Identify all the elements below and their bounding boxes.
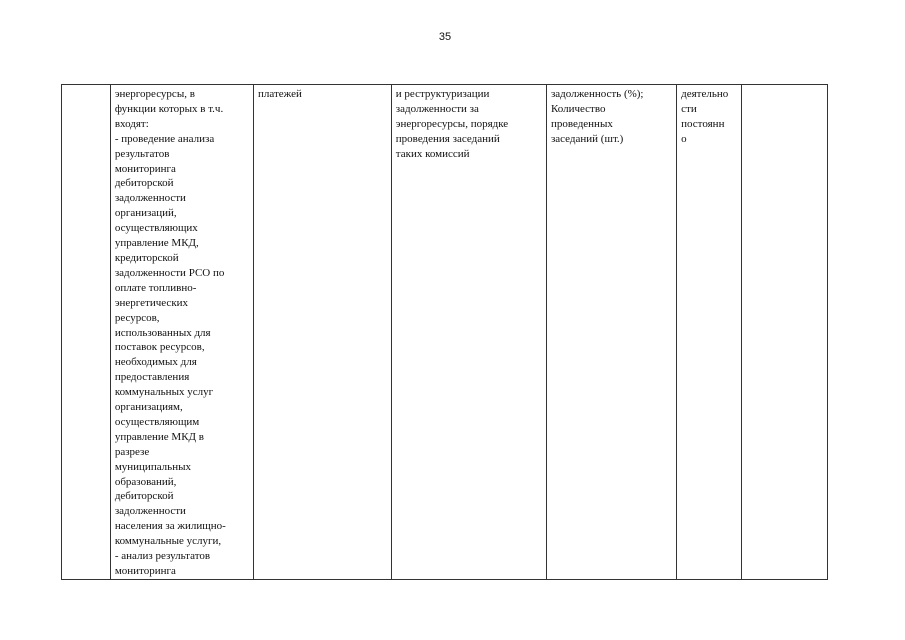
cell-text-line: мониторинга [114, 162, 176, 175]
cell-text-line: ресурсов, [114, 311, 160, 324]
cell-text-line: и реструктуризации [395, 88, 490, 100]
cell-text-line: дебиторской [114, 490, 174, 503]
content-table [61, 84, 828, 580]
cell-text-line: энергетических [114, 296, 189, 309]
table-cell-activity [110, 85, 253, 580]
table-cell-number [62, 85, 111, 580]
cell-text-line: проведенных [550, 117, 613, 130]
cell-text-line: образований, [114, 475, 177, 488]
cell-text-line: разрезе [114, 445, 150, 458]
cell-text-line: осуществляющим [114, 415, 200, 428]
cell-text-line: заседаний (шт.) [550, 132, 624, 145]
cell-text-line: кредиторской [114, 251, 179, 264]
cell-text-line: платежей [258, 88, 302, 100]
cell-text-line: таких комиссий [395, 147, 470, 160]
cell-text-line: энергоресурсы, порядке [395, 117, 509, 130]
cell-text-line: задолженности РСО по [114, 266, 225, 279]
cell-text-line: управление МКД в [114, 430, 204, 443]
table-cell-responsible [742, 85, 828, 580]
cell-text-line: - проведение анализа [114, 132, 215, 145]
cell-text-line: дебиторской [114, 177, 174, 190]
cell-text-line: о [681, 132, 687, 145]
cell-text-line: коммунальные услуги, [114, 535, 222, 548]
cell-text-line: - анализ результатов [114, 550, 211, 563]
table-cell-basis [254, 85, 392, 580]
cell-text-line: Количество [550, 102, 606, 115]
cell-text-line: осуществляющих [114, 222, 198, 235]
cell-text-line: муниципальных [114, 460, 191, 473]
table-row [62, 85, 828, 580]
page-number: 35 [438, 31, 452, 43]
cell-text-line: деятельно [681, 88, 729, 100]
cell-text-line: задолженности за [395, 102, 479, 115]
cell-text-line: организаций, [114, 207, 177, 220]
table-cell-indicator [546, 85, 676, 580]
table-cell-period [677, 85, 742, 580]
cell-text-line: предоставления [114, 371, 190, 384]
cell-text-line: результатов [114, 147, 170, 160]
cell-text-line: функции которых в т.ч. [114, 102, 224, 115]
cell-text-line: населения за жилищно- [114, 520, 226, 533]
cell-text-line: мониторинга [114, 565, 176, 577]
cell-text-line: постоянн [681, 117, 725, 130]
cell-text-line: задолженности [114, 505, 186, 518]
cell-text-line: организациям, [114, 401, 183, 414]
cell-text-line: сти [681, 102, 697, 115]
table-cell-description [391, 85, 546, 580]
cell-text-line: коммунальных услуг [114, 386, 214, 399]
cell-text-line: оплате топливно- [114, 281, 197, 294]
cell-text-line: управление МКД, [114, 237, 199, 250]
cell-text-line: поставок ресурсов, [114, 341, 205, 354]
cell-text-line: использованных для [114, 326, 211, 339]
cell-text-line: задолженность (%); [550, 88, 644, 100]
cell-text-line: проведения заседаний [395, 132, 500, 145]
cell-text-line: необходимых для [114, 356, 197, 369]
cell-text-line: входят: [114, 117, 149, 130]
cell-text-line: задолженности [114, 192, 186, 205]
cell-text-line: энергоресурсы, в [114, 88, 195, 100]
